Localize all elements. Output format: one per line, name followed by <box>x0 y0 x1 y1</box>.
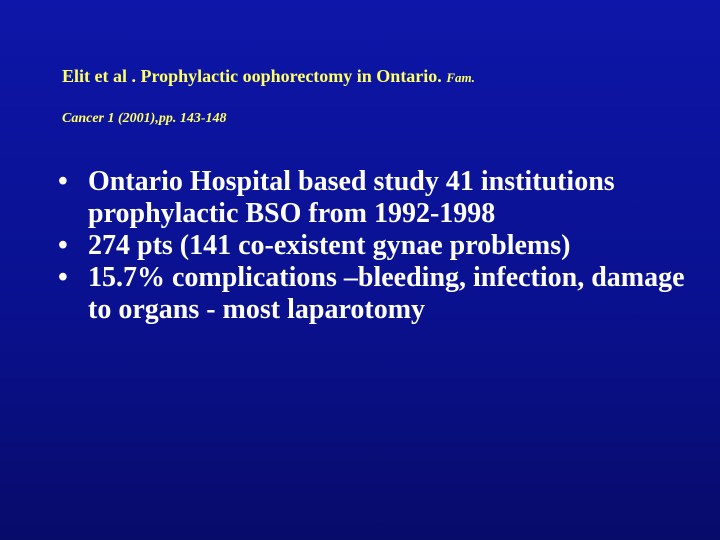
bullet-item <box>58 230 698 262</box>
citation-title: Elit et al . Prophylactic oophorectomy in Ontario. <box>62 66 442 86</box>
bullet-icon: • <box>58 262 68 293</box>
bullet-item <box>58 262 698 326</box>
bullet-text: 15.7% complications –bleeding, infection, damage to organs - most laparotomy <box>88 262 685 325</box>
bullet-icon: • <box>58 166 68 197</box>
bullet-list <box>58 166 698 326</box>
citation-journal: Fam. <box>446 70 475 85</box>
bullet-text: Ontario Hospital based study 41 institutions prophylactic BSO from 1992-1998 <box>88 166 615 229</box>
bullet-icon: • <box>58 230 68 261</box>
bullet-item <box>58 166 698 230</box>
bullet-text: 274 pts (141 co-existent gynae problems) <box>88 230 571 261</box>
citation-line-2: Cancer 1 (2001),pp. 143-148 <box>62 111 227 126</box>
citation <box>62 64 682 128</box>
citation-line-1 <box>62 64 682 90</box>
